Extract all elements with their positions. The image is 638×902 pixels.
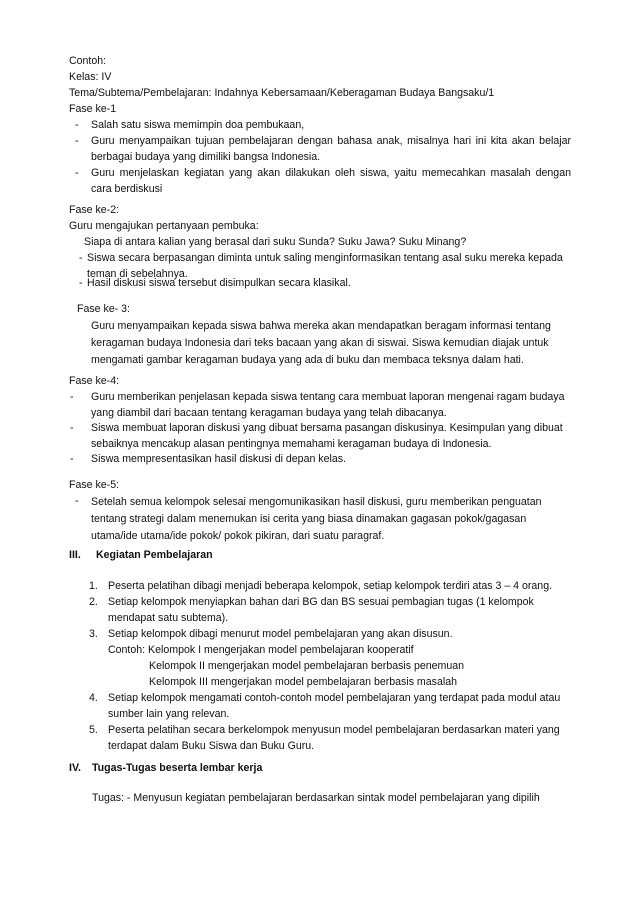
fase4-item-3: Siswa mempresentasikan hasil diskusi di depan kelas. [91,453,346,465]
fase4-dash-3: - [70,453,74,465]
fase3-title: Fase ke- 3: [77,303,130,315]
fase5-dash-1: - [75,495,79,507]
contoh-label: Contoh: [69,55,107,67]
fase2-dash-2: - [79,277,83,289]
fase2-item-2: Hasil diskusi siswa tersebut disimpulkan secara klasikal. [87,277,351,289]
fase3-text: Guru menyampaikan kepada siswa bahwa mereka akan mendapatkan beragam informasi tentang keragaman budaya Indonesia dari teks bacaan yang akan di siswai. Siswa kemudian diajak untuk mengamati gambar keragaman budaya yang ada di buku dan membaca teksnya dalam hati. [91,320,551,366]
fase4-item-1: Guru memberikan penjelasan kepada siswa tentang cara membuat laporan mengenai ragam budaya yang diambil dari bacaan tentang keragaman budaya yang telah dibacanya. [91,391,565,419]
tema-label: Tema/Subtema/Pembelajaran: Indahnya Kebersamaan/Keberagaman Budaya Bangsaku/1 [69,87,495,99]
fase2-intro: Guru mengajukan pertanyaan pembuka: [69,220,259,232]
fase1-item-3: Guru menjelaskan kegiatan yang akan dilakukan oleh siswa, yaitu memecahkan masalah dengan cara berdiskusi [91,167,571,195]
s3-item-5: Peserta pelatihan secara berkelompok menyusun model pembelajaran berdasarkan materi yang terdapat dalam Buku Siswa dan Buku Guru. [108,724,560,752]
fase2-question: Siapa di antara kalian yang berasal dari suku Sunda? Suku Jawa? Suku Minang? [84,236,467,248]
s3-item-3: Setiap kelompok dibagi menurut model pembelajaran yang akan disusun. [108,628,453,640]
fase2-item-1: Siswa secara berpasangan diminta untuk saling menginformasikan tentang asal suku mereka kepada teman di sebelahnya. [87,252,563,280]
fase2-dash-1: - [79,252,83,264]
s3-num-1: 1. [89,580,98,592]
section4-title: Tugas-Tugas beserta lembar kerja [92,762,263,774]
s3-num-2: 2. [89,596,98,608]
section3-number: III. [69,549,81,561]
s3-item-2: Setiap kelompok menyiapkan bahan dari BG dan BS sesuai pembagian tugas (1 kelompok mendapat satu subtema). [108,596,534,624]
section4-number: IV. [69,762,81,774]
fase5-item-1: Setelah semua kelompok selesai mengomunikasikan hasil diskusi, guru memberikan penguatan tentang strategi dalam menemukan isi cerita yang biasa dinamakan gagasan pokok/gagasan utama/ide utama/ide pokok/ pokok pikiran, dari suatu paragraf. [91,496,542,542]
fase1-dash-3: - [75,167,79,179]
s3-example-3: Kelompok III mengerjakan model pembelajaran berbasis masalah [149,676,457,688]
fase1-title: Fase ke-1 [69,103,117,115]
fase1-dash-1: - [75,119,79,131]
s3-item-4: Setiap kelompok mengamati contoh-contoh model pembelajaran yang terdapat pada modul atau sumber lain yang relevan. [108,692,561,720]
s3-example-2: Kelompok II mengerjakan model pembelajaran berbasis penemuan [149,660,465,672]
s3-num-4: 4. [89,692,98,704]
fase4-dash-1: - [70,391,74,403]
fase1-dash-2: - [75,135,79,147]
s3-num-5: 5. [89,724,98,736]
fase1-item-2: Guru menyampaikan tujuan pembelajaran dengan bahasa anak, misalnya hari ini kita akan belajar berbagai budaya yang dimiliki bangsa Indonesia. [91,135,571,163]
section4-task: Tugas: - Menyusun kegiatan pembelajaran berdasarkan sintak model pembelajaran yang dipilih [92,792,540,804]
s3-example-1: Contoh: Kelompok I mengerjakan model pembelajaran kooperatif [108,644,414,656]
fase2-title: Fase ke-2: [69,204,120,216]
fase5-title: Fase ke-5: [69,479,120,491]
s3-item-1: Peserta pelatihan dibagi menjadi beberapa kelompok, setiap kelompok terdiri atas 3 – 4 orang. [108,580,553,592]
section3-title: Kegiatan Pembelajaran [96,549,213,561]
kelas-label: Kelas: IV [69,71,112,83]
fase4-item-2: Siswa membuat laporan diskusi yang dibuat bersama pasangan diskusinya. Kesimpulan yang dibuat sebaiknya mencakup alasan pentingnya memahami keragaman budaya di Indonesia. [91,422,563,450]
fase4-title: Fase ke-4: [69,375,120,387]
fase1-item-1: Salah satu siswa memimpin doa pembukaan, [91,119,305,131]
fase4-dash-2: - [70,422,74,434]
s3-num-3: 3. [89,628,98,640]
